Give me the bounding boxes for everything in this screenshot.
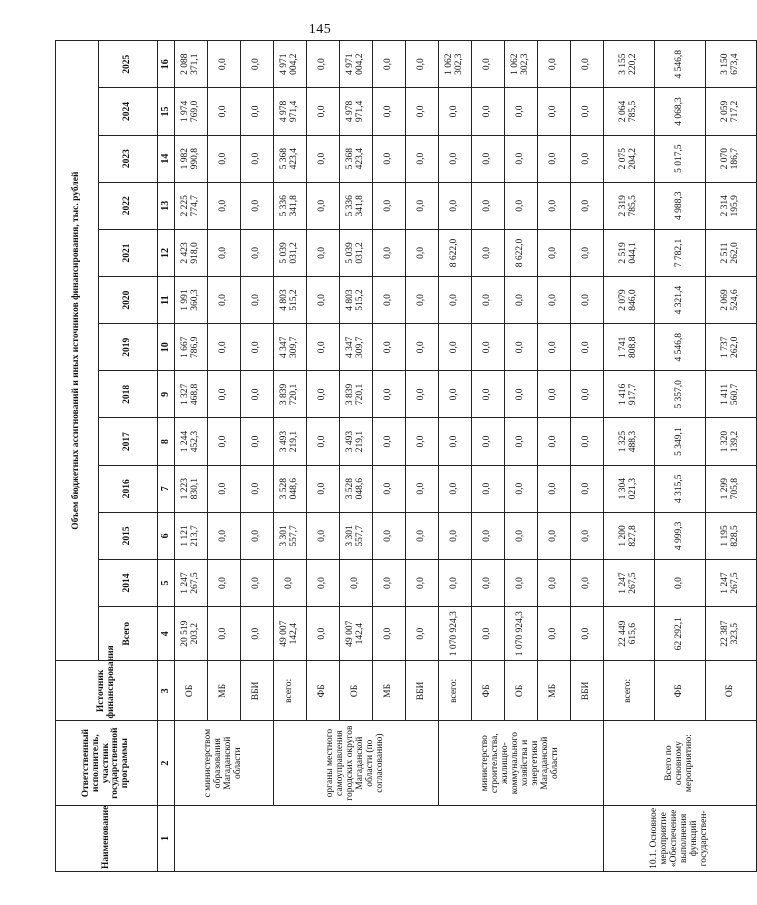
page-number: 145 [308, 22, 332, 37]
cell-year-value: 0,0 [406, 512, 439, 559]
header-year: 2014 [99, 559, 158, 606]
cell-total: 22 449 615,6 [604, 607, 655, 661]
cell-year-value: 0,0 [208, 41, 241, 88]
cell-year-value: 0,0 [439, 182, 472, 229]
header-year: 2021 [99, 229, 158, 276]
cell-year-value: 2 225 774,7 [175, 182, 208, 229]
cell-year-value: 0,0 [505, 277, 538, 324]
header-year: 2019 [99, 324, 158, 371]
cell-year-value: 0,0 [373, 559, 406, 606]
cell-source: ФБ [655, 661, 706, 721]
cell-year-value: 0,0 [340, 559, 373, 606]
cell-year-value: 0,0 [241, 324, 274, 371]
cell-year-value: 0,0 [571, 559, 604, 606]
header-year: 2016 [99, 465, 158, 512]
cell-year-value: 5 349,1 [655, 418, 706, 465]
cell-year-value: 0,0 [538, 41, 571, 88]
cell-year-value: 0,0 [406, 229, 439, 276]
cell-year-value: 0,0 [406, 277, 439, 324]
cell-year-value: 0,0 [241, 418, 274, 465]
cell-year-value: 2 519 044,1 [604, 229, 655, 276]
column-index-cell: 11 [158, 277, 175, 324]
header-year: 2015 [99, 512, 158, 559]
cell-executor: министерство строительства, жилищно-коммунального хозяйства и энергетики Магаданской области [439, 721, 604, 805]
cell-year-value: 0,0 [538, 229, 571, 276]
header-year: 2024 [99, 88, 158, 135]
cell-source: всего: [274, 661, 307, 721]
cell-year-value: 0,0 [538, 512, 571, 559]
cell-year-value: 4 803 515,2 [340, 277, 373, 324]
header-total: Всего [99, 607, 158, 661]
cell-source: ФБ [472, 661, 505, 721]
cell-executor: органы местного самоуправления городских округов Магаданской области (по согласованию) [274, 721, 439, 805]
cell-total: 0,0 [241, 607, 274, 661]
cell-year-value: 0,0 [208, 277, 241, 324]
cell-year-value: 0,0 [241, 41, 274, 88]
cell-year-value: 0,0 [472, 559, 505, 606]
cell-total: 0,0 [538, 607, 571, 661]
cell-year-value: 0,0 [406, 465, 439, 512]
cell-total: 0,0 [208, 607, 241, 661]
cell-year-value: 0,0 [373, 229, 406, 276]
cell-year-value: 3 301 557,7 [274, 512, 307, 559]
column-index-cell: 12 [158, 229, 175, 276]
cell-year-value: 1 327 468,8 [175, 371, 208, 418]
header-year: 2017 [99, 418, 158, 465]
cell-year-value: 1 247 267,5 [604, 559, 655, 606]
cell-year-value: 4 999,3 [655, 512, 706, 559]
cell-year-value: 0,0 [241, 512, 274, 559]
column-index-row [158, 41, 175, 872]
cell-year-value: 5 368 423,4 [340, 135, 373, 182]
cell-total: 1 070 924,3 [505, 607, 538, 661]
cell-year-value: 0,0 [538, 418, 571, 465]
table-row [439, 41, 472, 872]
cell-year-value: 8 622,0 [439, 229, 472, 276]
cell-year-value: 0,0 [406, 41, 439, 88]
column-index-cell: 14 [158, 135, 175, 182]
cell-year-value: 0,0 [373, 324, 406, 371]
cell-total: 20 519 203,2 [175, 607, 208, 661]
cell-year-value: 4 803 515,2 [274, 277, 307, 324]
cell-year-value: 0,0 [505, 135, 538, 182]
cell-year-value: 8 622,0 [505, 229, 538, 276]
column-index-cell: 10 [158, 324, 175, 371]
cell-year-value: 0,0 [472, 324, 505, 371]
cell-year-value: 0,0 [571, 418, 604, 465]
cell-year-value: 0,0 [439, 88, 472, 135]
cell-year-value: 4 315,5 [655, 465, 706, 512]
cell-year-value: 1 974 769,0 [175, 88, 208, 135]
cell-year-value: 1 299 705,8 [706, 465, 757, 512]
cell-year-value: 0,0 [505, 512, 538, 559]
column-index-cell: 1 [158, 805, 175, 871]
cell-year-value: 3 528 048,6 [274, 465, 307, 512]
cell-year-value: 5 039 031,2 [274, 229, 307, 276]
cell-year-value: 0,0 [307, 277, 340, 324]
cell-total: 22 387 323,5 [706, 607, 757, 661]
cell-year-value: 0,0 [538, 559, 571, 606]
cell-year-value: 0,0 [439, 277, 472, 324]
cell-year-value: 0,0 [241, 229, 274, 276]
cell-year-value: 0,0 [241, 135, 274, 182]
cell-source: ОБ [505, 661, 538, 721]
cell-year-value: 0,0 [241, 277, 274, 324]
cell-year-value: 0,0 [373, 135, 406, 182]
header-year: 2025 [99, 41, 158, 88]
cell-year-value: 0,0 [208, 324, 241, 371]
cell-year-value: 0,0 [307, 135, 340, 182]
cell-source: ФБ [307, 661, 340, 721]
cell-year-value: 5 336 341,8 [274, 182, 307, 229]
cell-year-value: 2 314 195,9 [706, 182, 757, 229]
cell-year-value: 0,0 [307, 371, 340, 418]
cell-year-value: 1 416 917,7 [604, 371, 655, 418]
cell-year-value: 0,0 [472, 41, 505, 88]
cell-year-value: 2 079 846,0 [604, 277, 655, 324]
cell-year-value: 0,0 [208, 512, 241, 559]
cell-year-value: 5 357,0 [655, 371, 706, 418]
cell-year-value: 3 150 673,4 [706, 41, 757, 88]
cell-year-value: 1 062 302,3 [439, 41, 472, 88]
cell-year-value: 0,0 [655, 559, 706, 606]
column-index-cell: 4 [158, 607, 175, 661]
cell-year-value: 2 059 717,2 [706, 88, 757, 135]
cell-total: 0,0 [472, 607, 505, 661]
cell-year-value: 0,0 [439, 512, 472, 559]
cell-year-value: 3 301 557,7 [340, 512, 373, 559]
cell-year-value: 5 336 341,8 [340, 182, 373, 229]
cell-year-value: 0,0 [373, 41, 406, 88]
cell-year-value: 1 304 021,3 [604, 465, 655, 512]
cell-year-value: 0,0 [505, 559, 538, 606]
cell-year-value: 1 195 828,5 [706, 512, 757, 559]
cell-year-value: 0,0 [472, 465, 505, 512]
cell-year-value: 1 741 808,8 [604, 324, 655, 371]
cell-year-value: 0,0 [373, 512, 406, 559]
header-name: Наименование [56, 805, 158, 871]
cell-year-value: 0,0 [439, 465, 472, 512]
cell-year-value: 0,0 [472, 88, 505, 135]
cell-year-value: 0,0 [406, 418, 439, 465]
cell-year-value: 0,0 [538, 277, 571, 324]
cell-year-value: 1 121 213,7 [175, 512, 208, 559]
cell-total: 0,0 [571, 607, 604, 661]
cell-year-value: 2 511 262,0 [706, 229, 757, 276]
cell-year-value: 0,0 [538, 371, 571, 418]
cell-year-value: 0,0 [439, 135, 472, 182]
cell-year-value: 1 320 139,2 [706, 418, 757, 465]
cell-year-value: 3 528 048,6 [340, 465, 373, 512]
cell-year-value: 0,0 [472, 512, 505, 559]
cell-year-value: 0,0 [472, 135, 505, 182]
rotated-table-container [55, 40, 740, 872]
cell-total: 49 007 142,4 [340, 607, 373, 661]
column-index-cell: 6 [158, 512, 175, 559]
cell-year-value: 5 039 031,2 [340, 229, 373, 276]
cell-total: 1 070 924,3 [439, 607, 472, 661]
cell-year-value: 0,0 [505, 182, 538, 229]
table-row [175, 41, 208, 872]
cell-year-value: 0,0 [505, 465, 538, 512]
cell-year-value: 0,0 [241, 465, 274, 512]
cell-year-value: 4 971 004,2 [274, 41, 307, 88]
cell-year-value: 0,0 [538, 182, 571, 229]
cell-year-value: 0,0 [538, 324, 571, 371]
cell-year-value: 0,0 [307, 559, 340, 606]
cell-executor: с министерством образования Магаданской области [175, 721, 274, 805]
cell-year-value: 0,0 [439, 324, 472, 371]
cell-year-value: 0,0 [208, 559, 241, 606]
column-index-cell: 8 [158, 418, 175, 465]
cell-year-value: 0,0 [571, 88, 604, 135]
cell-year-value: 0,0 [241, 182, 274, 229]
cell-year-value: 0,0 [571, 512, 604, 559]
cell-source: ВБИ [406, 661, 439, 721]
cell-year-value: 4 546,8 [655, 324, 706, 371]
cell-year-value: 0,0 [373, 371, 406, 418]
cell-year-value: 0,0 [307, 41, 340, 88]
table-body [175, 41, 757, 872]
cell-year-value: 0,0 [307, 324, 340, 371]
cell-year-value: 2 069 524,6 [706, 277, 757, 324]
cell-year-value: 0,0 [538, 465, 571, 512]
cell-source: ОБ [706, 661, 757, 721]
cell-year-value: 0,0 [406, 135, 439, 182]
cell-year-value: 0,0 [571, 229, 604, 276]
cell-year-value: 0,0 [472, 371, 505, 418]
cell-year-value: 5 368 423,4 [274, 135, 307, 182]
cell-year-value: 0,0 [406, 88, 439, 135]
cell-year-value: 3 839 720,1 [274, 371, 307, 418]
cell-year-value: 0,0 [571, 182, 604, 229]
cell-year-value: 3 155 220,2 [604, 41, 655, 88]
header-year: 2022 [99, 182, 158, 229]
cell-source: ВБИ [241, 661, 274, 721]
header-volume-title: Объем бюджетных ассигнований и иных источников финансирования, тыс. рублей [56, 41, 99, 661]
cell-year-value: 0,0 [406, 324, 439, 371]
cell-year-value: 1 247 267,5 [706, 559, 757, 606]
cell-year-value: 0,0 [406, 559, 439, 606]
cell-year-value: 1 244 452,3 [175, 418, 208, 465]
cell-year-value: 1 991 360,3 [175, 277, 208, 324]
cell-year-value: 0,0 [241, 371, 274, 418]
cell-year-value: 0,0 [208, 418, 241, 465]
cell-year-value: 0,0 [373, 88, 406, 135]
cell-year-value: 0,0 [571, 324, 604, 371]
financing-table [55, 40, 757, 872]
cell-year-value: 5 017,5 [655, 135, 706, 182]
column-index-cell: 3 [158, 661, 175, 721]
cell-year-value: 0,0 [307, 88, 340, 135]
cell-year-value: 0,0 [307, 182, 340, 229]
cell-total: 0,0 [373, 607, 406, 661]
cell-year-value: 0,0 [472, 418, 505, 465]
cell-name [175, 805, 604, 871]
cell-year-value: 1 247 267,5 [175, 559, 208, 606]
cell-year-value: 1 062 302,3 [505, 41, 538, 88]
cell-name: 10.1. Основное мероприятие «Обеспечение выполнения функций государствен- [604, 805, 757, 871]
cell-source: ОБ [175, 661, 208, 721]
cell-executor: Всего по основному мероприятию: [604, 721, 757, 805]
cell-year-value: 0,0 [505, 88, 538, 135]
cell-year-value: 0,0 [208, 371, 241, 418]
cell-year-value: 0,0 [241, 559, 274, 606]
header-year: 2023 [99, 135, 158, 182]
cell-year-value: 1 411 560,7 [706, 371, 757, 418]
header-year: 2018 [99, 371, 158, 418]
cell-year-value: 1 982 990,8 [175, 135, 208, 182]
cell-year-value: 0,0 [307, 512, 340, 559]
cell-year-value: 1 223 830,1 [175, 465, 208, 512]
cell-year-value: 1 667 786,9 [175, 324, 208, 371]
cell-year-value: 0,0 [373, 277, 406, 324]
cell-year-value: 1 325 488,3 [604, 418, 655, 465]
cell-year-value: 3 839 720,1 [340, 371, 373, 418]
header-source: Источник финансирования [56, 661, 158, 721]
cell-year-value: 2 319 785,5 [604, 182, 655, 229]
cell-year-value: 0,0 [439, 371, 472, 418]
column-index-cell: 13 [158, 182, 175, 229]
cell-year-value: 2 064 785,5 [604, 88, 655, 135]
cell-year-value: 3 493 219,1 [340, 418, 373, 465]
cell-year-value: 0,0 [538, 88, 571, 135]
column-index-cell: 5 [158, 559, 175, 606]
cell-year-value: 4 068,3 [655, 88, 706, 135]
cell-year-value: 0,0 [208, 182, 241, 229]
cell-year-value: 0,0 [439, 418, 472, 465]
cell-year-value: 0,0 [472, 182, 505, 229]
cell-source: всего: [604, 661, 655, 721]
cell-year-value: 2 088 371,1 [175, 41, 208, 88]
cell-year-value: 0,0 [571, 135, 604, 182]
header-year: 2020 [99, 277, 158, 324]
cell-year-value: 0,0 [439, 559, 472, 606]
cell-year-value: 0,0 [307, 418, 340, 465]
cell-source: всего: [439, 661, 472, 721]
cell-year-value: 0,0 [307, 229, 340, 276]
cell-year-value: 0,0 [538, 135, 571, 182]
cell-total: 62 292,1 [655, 607, 706, 661]
column-index-cell: 15 [158, 88, 175, 135]
cell-total: 0,0 [307, 607, 340, 661]
cell-year-value: 0,0 [241, 88, 274, 135]
cell-year-value: 0,0 [373, 182, 406, 229]
cell-year-value: 0,0 [571, 465, 604, 512]
cell-total: 0,0 [406, 607, 439, 661]
table-row [274, 41, 307, 872]
cell-year-value: 0,0 [505, 324, 538, 371]
cell-year-value: 7 782,1 [655, 229, 706, 276]
cell-year-value: 0,0 [208, 88, 241, 135]
cell-year-value: 0,0 [208, 229, 241, 276]
cell-year-value: 1 737 262,0 [706, 324, 757, 371]
table-row [604, 41, 655, 872]
cell-year-value: 0,0 [208, 135, 241, 182]
cell-year-value: 4 347 309,7 [274, 324, 307, 371]
cell-source: ОБ [340, 661, 373, 721]
cell-total: 49 007 142,4 [274, 607, 307, 661]
cell-year-value: 0,0 [274, 559, 307, 606]
cell-year-value: 0,0 [505, 371, 538, 418]
cell-year-value: 0,0 [505, 418, 538, 465]
cell-year-value: 0,0 [571, 41, 604, 88]
cell-year-value: 0,0 [406, 182, 439, 229]
cell-year-value: 0,0 [472, 277, 505, 324]
cell-year-value: 2 070 186,7 [706, 135, 757, 182]
cell-year-value: 1 200 827,8 [604, 512, 655, 559]
cell-year-value: 0,0 [571, 371, 604, 418]
cell-year-value: 3 493 219,1 [274, 418, 307, 465]
cell-year-value: 2 075 204,2 [604, 135, 655, 182]
cell-year-value: 4 978 971,4 [340, 88, 373, 135]
cell-source: ВБИ [571, 661, 604, 721]
cell-year-value: 4 971 004,2 [340, 41, 373, 88]
cell-year-value: 2 423 918,0 [175, 229, 208, 276]
column-index-cell: 9 [158, 371, 175, 418]
cell-year-value: 4 347 309,7 [340, 324, 373, 371]
cell-year-value: 0,0 [307, 465, 340, 512]
cell-year-value: 0,0 [472, 229, 505, 276]
column-index-cell: 2 [158, 721, 175, 805]
column-index-cell: 7 [158, 465, 175, 512]
cell-year-value: 0,0 [406, 371, 439, 418]
cell-year-value: 0,0 [208, 465, 241, 512]
cell-source: МБ [208, 661, 241, 721]
cell-year-value: 0,0 [571, 277, 604, 324]
cell-year-value: 4 321,4 [655, 277, 706, 324]
cell-year-value: 0,0 [373, 465, 406, 512]
header-executor: Ответственный исполнитель, участник государственной программы [56, 721, 158, 805]
cell-source: МБ [538, 661, 571, 721]
column-index-cell: 16 [158, 41, 175, 88]
cell-year-value: 4 546,8 [655, 41, 706, 88]
cell-year-value: 4 988,3 [655, 182, 706, 229]
cell-year-value: 0,0 [373, 418, 406, 465]
cell-year-value: 4 978 971,4 [274, 88, 307, 135]
cell-source: МБ [373, 661, 406, 721]
